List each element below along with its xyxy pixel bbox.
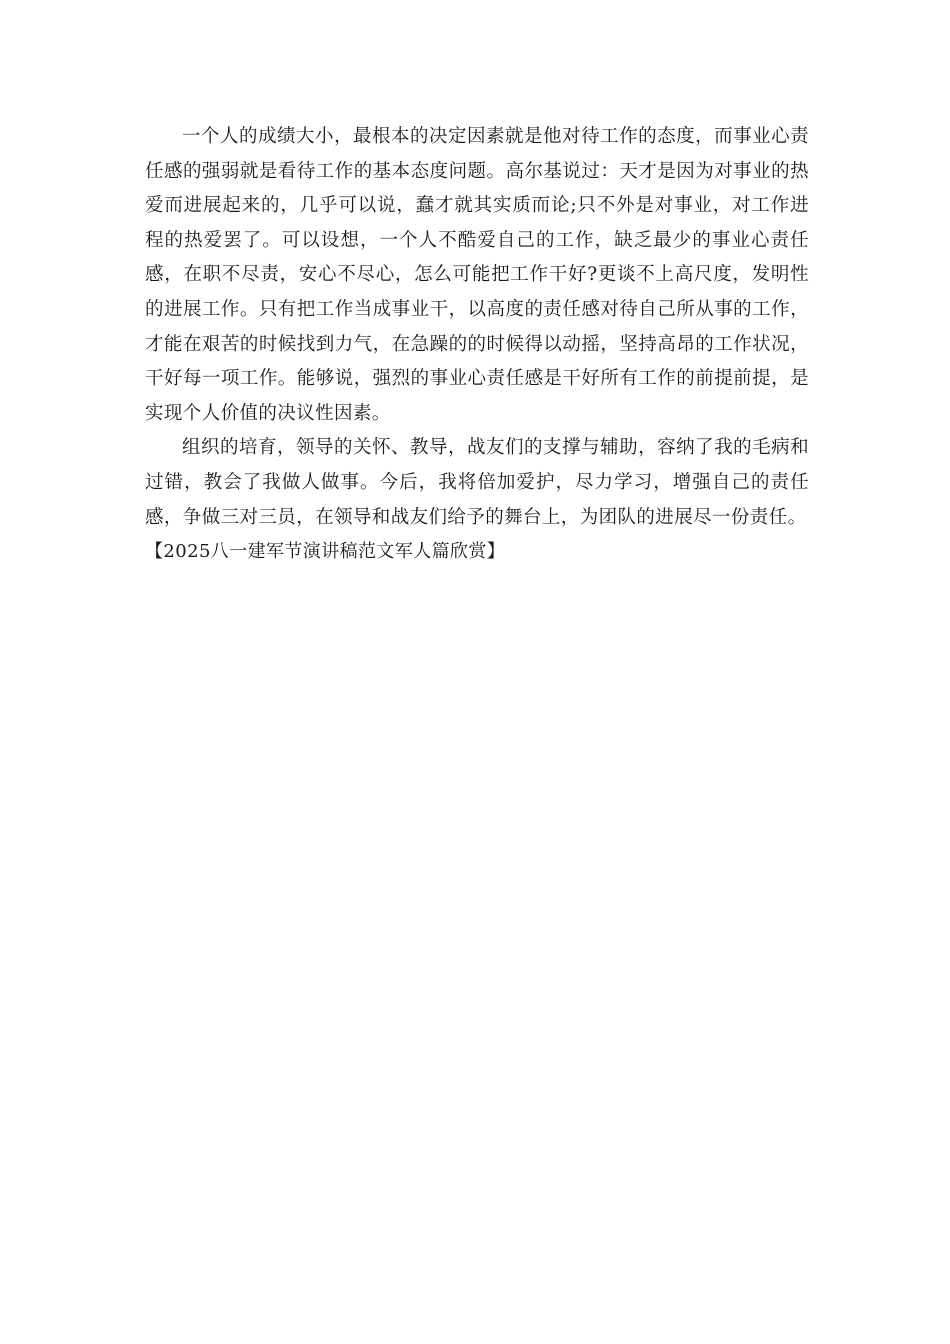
article-title-footer: 【2025八一建军节演讲稿范文军人篇欣赏】 xyxy=(145,541,506,563)
body-paragraph-1: 一个人的成绩大小，最根本的决定因素就是他对待工作的态度，而事业心责任感的强弱就是看待工作的基本态度问题。高尔基说过：天才是因为对事业的热爱而进展起来的，几乎可以说，蠢才就其实质而论;只不外是对事业，对工作进程的热爱罢了。可以设想，一个人不酷爱自己的工作，缺乏最少的事业心责任感，在职不尽责，安心不尽心，怎么可能把工作干好?更谈不上高尺度，发明性的进展工作。只有把工作当成事业干，以高度的责任感对待自己所从事的工作，才能在艰苦的时候找到力气，在急躁的的时候得以动摇，坚持高昂的工作状况，干好每一项工作。能够说，强烈的事业心责任感是干好所有工作的前提前提，是实现个人价值的决议性因素。 xyxy=(145,126,809,424)
body-paragraph-2: 组织的培育，领导的关怀、教导，战友们的支撑与辅助，容纳了我的毛病和过错，教会了我做人做事。今后，我将倍加爱护，尽力学习，增强自己的责任感，争做三对三员，在领导和战友们给予的舞台上，为团队的进展尽一份责任。 xyxy=(145,437,809,528)
document-body xyxy=(145,120,809,570)
